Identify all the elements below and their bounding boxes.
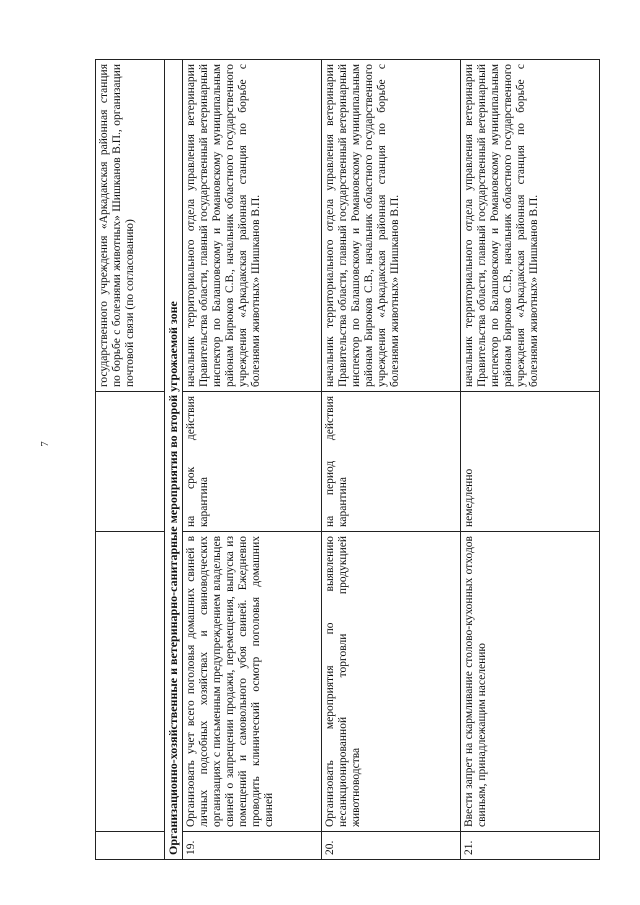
measure-cell bbox=[96, 532, 165, 832]
responsible-cell: начальник территориального отдела управления ветеринарии Правительства области, главный государственный ветеринарный инспектор по Балашовскому и Романовскому муниципальным районам Бирюков С.В., начальник областного государственного учреждения «Аркадакская районная станция по борьбе с болезнями животных» Шишканов В.П. bbox=[322, 60, 461, 392]
measure-cell: Организовать мероприятия по выявлению несанкционированной торговли продукцией животноводства bbox=[322, 532, 461, 832]
table-row bbox=[461, 60, 600, 860]
term-cell bbox=[96, 392, 165, 532]
measure-cell: Ввести запрет на скармливание столово-кухонных отходов свиньям, принадлежащим населению bbox=[461, 532, 600, 832]
table-row bbox=[183, 60, 322, 860]
row-number: 19. bbox=[183, 832, 322, 860]
num-cell bbox=[96, 832, 165, 860]
term-cell: немедленно bbox=[461, 392, 600, 532]
section-title: Организационно-хозяйственные и ветеринарно-санитарные мероприятия во второй угрожаемой зоне bbox=[165, 60, 183, 860]
table-row bbox=[96, 60, 165, 860]
row-number: 20. bbox=[322, 832, 461, 860]
table-row bbox=[322, 60, 461, 860]
measures-table bbox=[95, 59, 600, 860]
section-row bbox=[165, 60, 183, 860]
term-cell: на срок действия карантина bbox=[183, 392, 322, 532]
responsible-cell: начальник территориального отдела управления ветеринарии Правительства области, главный государственный ветеринарный инспектор по Балашовскому и Романовскому муниципальным районам Бирюков С.В., начальник областного государственного учреждения «Аркадакская районная станция по борьбе с болезнями животных» Шишканов В.П. bbox=[183, 60, 322, 392]
rotated-document bbox=[95, 60, 635, 860]
responsible-cell: начальник территориального отдела управления ветеринарии Правительства области, главный государственный ветеринарный инспектор по Балашовскому и Романовскому муниципальным районам Бирюков С.В., начальник областного государственного учреждения «Аркадакская районная станция по борьбе с болезнями животных» Шишканов В.П. bbox=[461, 60, 600, 392]
term-cell: на период действия карантина bbox=[322, 392, 461, 532]
page-number: 7 bbox=[38, 441, 51, 447]
measure-cell: Организовать учет всего поголовья домашних свиней в личных подсобных хозяйствах и свиноводческих организациях с письменным предупреждением владельцев свиней о запрещении продажи, перемещения, выпуска из помещений и самовольного убоя свиней. Ежедневно проводить клинический осмотр поголовья домашних свиней bbox=[183, 532, 322, 832]
row-number: 21. bbox=[461, 832, 600, 860]
responsible-cell: государственного учреждения «Аркадакская районная станция по борьбе с болезнями животных» Шишканов В.П., организации почтовой связи (по согласованию) bbox=[96, 60, 165, 392]
